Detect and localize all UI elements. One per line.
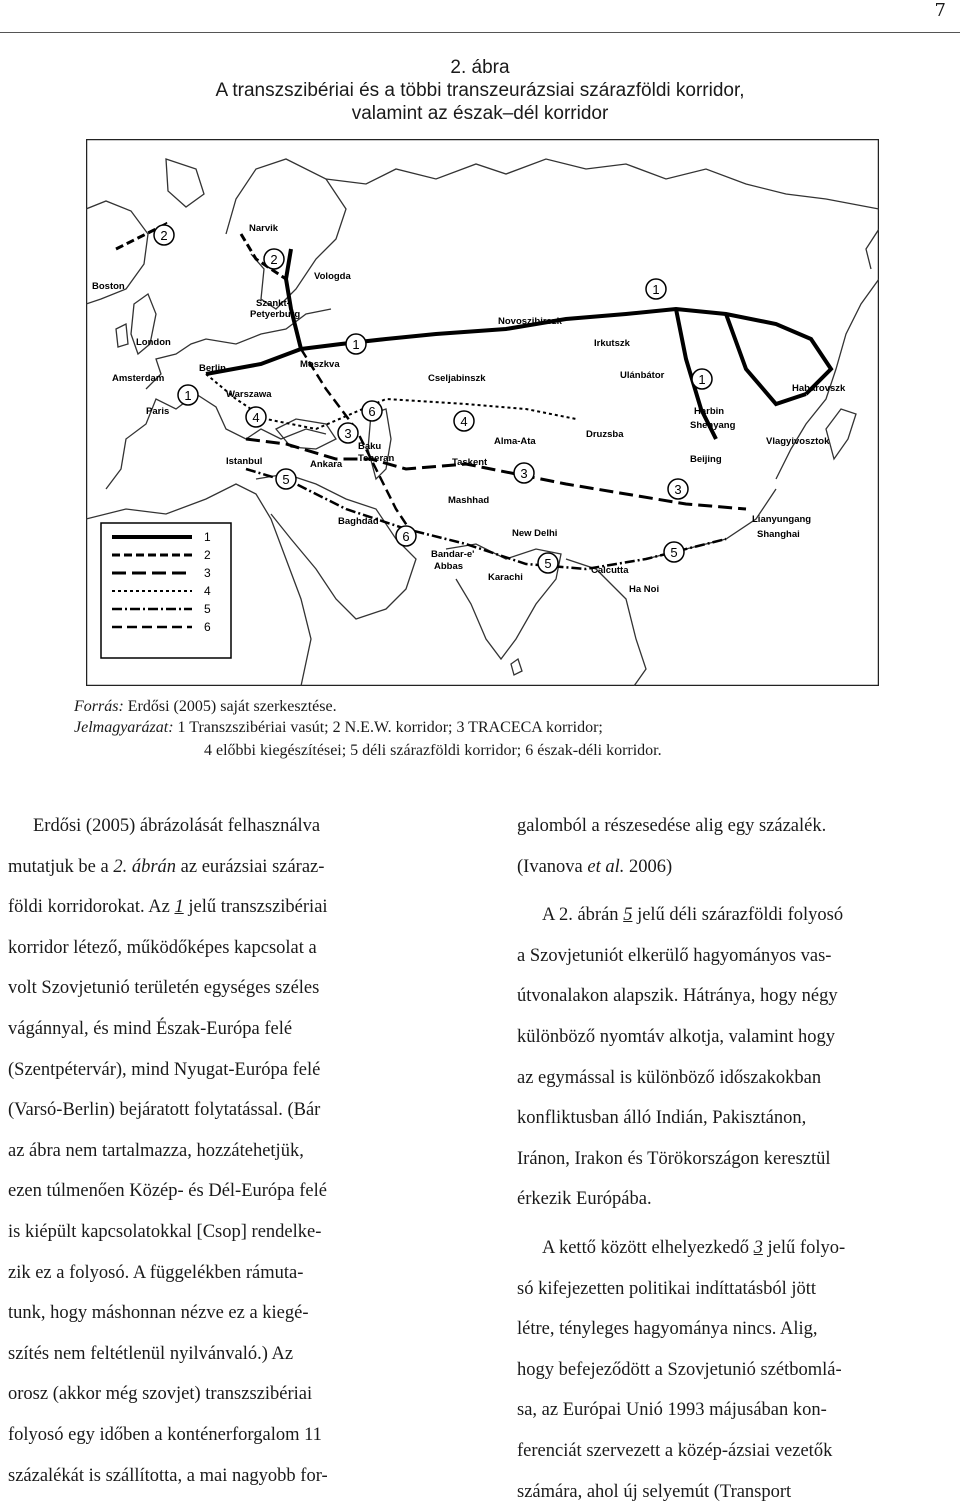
- header-rule: [0, 32, 960, 33]
- source-text: Erdősi (2005) saját szerkesztése.: [124, 698, 337, 715]
- map-label-alma-ata: Alma-Ata: [494, 436, 536, 447]
- right-line: konfliktusban álló Indián, Pakisztánon,: [517, 1098, 953, 1139]
- right-line: (Ivanova et al. 2006): [517, 847, 953, 888]
- map-label-shenyang: Shenyang: [690, 420, 736, 431]
- map-label-narvik: Narvik: [249, 223, 279, 234]
- corridor-map: [86, 139, 879, 686]
- figure-caption: [0, 56, 960, 125]
- left-line: tunk, hogy máshonnan nézve ez a kiegé-: [8, 1293, 440, 1334]
- map-label-vologda: Vologda: [314, 271, 351, 282]
- map-label-druzsba: Druzsba: [586, 429, 624, 440]
- right-line: hogy befejeződött a Szovjetunió szétbomlá-: [517, 1350, 953, 1391]
- svg-text:1: 1: [652, 282, 659, 297]
- map-label-ankara: Ankara: [310, 459, 343, 470]
- right-line: a Szovjetuniót elkerülő hagyományos vas-: [517, 936, 953, 977]
- map-label-calcutta: Calcutta: [591, 565, 629, 576]
- left-line: is kiépült kapcsolatokkal [Csop] rendelke-: [8, 1212, 440, 1253]
- figure-title-line1: A transzszibériai és a többi transzeurázsiai szárazföldi korridor,: [0, 79, 960, 102]
- map-label-taskent: Taskent: [452, 457, 488, 468]
- left-line: földi korridorokat. Az 1 jelű transzszibériai: [8, 887, 440, 928]
- legend-5: 5: [204, 602, 211, 616]
- map-label-paris: Paris: [146, 406, 169, 417]
- source-label: Forrás:: [74, 698, 124, 715]
- map-label-teheran: Teheran: [358, 453, 394, 464]
- svg-text:5: 5: [282, 472, 289, 487]
- svg-text:4: 4: [252, 410, 259, 425]
- map-label-szpb-2: Petyerburg: [250, 309, 300, 320]
- left-line: folyosó egy időben a konténerforgalom 11: [8, 1415, 440, 1456]
- map-label-moszkva: Moszkva: [300, 359, 340, 370]
- map-label-habarovszk: Habarovszk: [792, 383, 846, 394]
- svg-text:2: 2: [160, 228, 167, 243]
- svg-text:2: 2: [270, 252, 277, 267]
- map-label-beijing: Beijing: [690, 454, 722, 465]
- svg-text:5: 5: [670, 545, 677, 560]
- right-line: sa, az Európai Unió 1993 májusában kon-: [517, 1390, 953, 1431]
- map-label-cseljabinszk: Cseljabinszk: [428, 373, 486, 384]
- legend-label: Jelmagyarázat:: [74, 719, 174, 736]
- map-label-szpb-1: Szankt-: [256, 298, 290, 309]
- map-label-irkutszk: Irkutszk: [594, 338, 631, 349]
- left-line: korridor létező, működőképes kapcsolat a: [8, 928, 440, 969]
- legend-4: 4: [204, 584, 211, 598]
- right-column: [517, 806, 953, 1512]
- map-label-boston: Boston: [92, 281, 125, 292]
- left-line: ezen túlmenően Közép- és Dél-Európa felé: [8, 1171, 440, 1212]
- left-line: (Szentpétervár), mind Nyugat-Európa felé: [8, 1050, 440, 1091]
- map-label-amsterdam: Amsterdam: [112, 373, 164, 384]
- svg-text:1: 1: [184, 388, 191, 403]
- map-label-vlagyivosztok: Vlagyivosztok: [766, 436, 830, 447]
- right-line: különböző nyomtáv alkotja, valamint hogy: [517, 1017, 953, 1058]
- svg-text:1: 1: [352, 337, 359, 352]
- map-label-bandar-2: Abbas: [434, 561, 463, 572]
- right-line: A kettő között elhelyezkedő 3 jelű folyo-: [517, 1228, 953, 1269]
- map-label-novoszibirszk: Novoszibirszk: [498, 316, 563, 327]
- map-label-lianyungang: Lianyungang: [752, 514, 811, 525]
- map-label-london: London: [136, 337, 171, 348]
- legend-3: 3: [204, 566, 211, 580]
- map-label-shanghai: Shanghai: [757, 529, 800, 540]
- map-label-istanbul: Istanbul: [226, 456, 262, 467]
- left-line: volt Szovjetunió területén egységes széles: [8, 968, 440, 1009]
- map-label-karachi: Karachi: [488, 572, 523, 583]
- right-line: az egymással is különböző időszakokban: [517, 1058, 953, 1099]
- right-line: ferenciát szervezett a közép-ázsiai vezetők: [517, 1431, 953, 1472]
- page-number: 7: [935, 0, 946, 21]
- map-label-warszawa: Warszawa: [226, 389, 272, 400]
- svg-text:4: 4: [460, 414, 467, 429]
- legend-text-1: 1 Transzszibériai vasút; 2 N.E.W. korridor; 3 TRACECA korridor;: [174, 719, 603, 736]
- left-line: mutatjuk be a 2. ábrán az eurázsiai száraz-: [8, 847, 440, 888]
- svg-text:6: 6: [402, 529, 409, 544]
- map-label-hanoi: Ha Noi: [629, 584, 659, 595]
- left-line: az ábra nem tartalmazza, hozzátehetjük,: [8, 1131, 440, 1172]
- map-label-baghdad: Baghdad: [338, 516, 379, 527]
- legend-2: 2: [204, 548, 211, 562]
- left-line: zik ez a folyosó. A függelékben rámuta-: [8, 1253, 440, 1294]
- map-label-bandar-1: Bandar-e': [431, 549, 474, 560]
- right-line: létre, tényleges hagyománya nincs. Alig,: [517, 1309, 953, 1350]
- left-line: szítés nem feltétlenül nyilvánvaló.) Az: [8, 1334, 440, 1375]
- svg-text:3: 3: [674, 482, 681, 497]
- svg-text:1: 1: [698, 372, 705, 387]
- legend-1: 1: [204, 530, 211, 544]
- map-label-new-delhi: New Delhi: [512, 528, 557, 539]
- map-legend: [101, 523, 231, 658]
- svg-text:6: 6: [368, 404, 375, 419]
- left-line: Erdősi (2005) ábrázolását felhasználva: [8, 806, 440, 847]
- svg-text:5: 5: [544, 556, 551, 571]
- map-label-mashhad: Mashhad: [448, 495, 489, 506]
- left-line: (Varsó-Berlin) bejáratott folytatással. (Bár: [8, 1090, 440, 1131]
- left-column: [8, 806, 440, 1496]
- svg-text:3: 3: [344, 426, 351, 441]
- figure-title-line2: valamint az észak–dél korridor: [0, 102, 960, 125]
- left-line: vágánnyal, és mind Észak-Európa felé: [8, 1009, 440, 1050]
- left-line: orosz (akkor még szovjet) transzszibériai: [8, 1374, 440, 1415]
- figure-legend-line2: 4 előbbi kiegészítései; 5 déli szárazföldi korridor; 6 észak-déli korridor.: [204, 741, 662, 761]
- map-label-berlin: Berlin: [199, 363, 226, 374]
- map-label-harbin: Harbin: [694, 406, 724, 417]
- figure-source: [74, 697, 337, 717]
- left-line: százalékát is szállította, a mai nagyobb for-: [8, 1456, 440, 1497]
- right-line: A 2. ábrán 5 jelű déli szárazföldi folyosó: [517, 895, 953, 936]
- figure-number: 2. ábra: [0, 56, 960, 79]
- figure-legend-line1: [74, 718, 603, 738]
- map-label-ulanbator: Ulánbátor: [620, 370, 665, 381]
- right-line: galomból a részesedése alig egy százalék.: [517, 806, 953, 847]
- right-line: só kifejezetten politikai indíttatásból jött: [517, 1269, 953, 1310]
- svg-text:3: 3: [520, 466, 527, 481]
- legend-6: 6: [204, 620, 211, 634]
- right-line: számára, ahol új selyemút (Transport: [517, 1472, 953, 1512]
- map-label-baku: Baku: [358, 441, 381, 452]
- right-line: érkezik Európába.: [517, 1179, 953, 1220]
- right-line: Iránon, Irakon és Törökországon keresztül: [517, 1139, 953, 1180]
- right-line: útvonalakon alapszik. Hátránya, hogy négy: [517, 976, 953, 1017]
